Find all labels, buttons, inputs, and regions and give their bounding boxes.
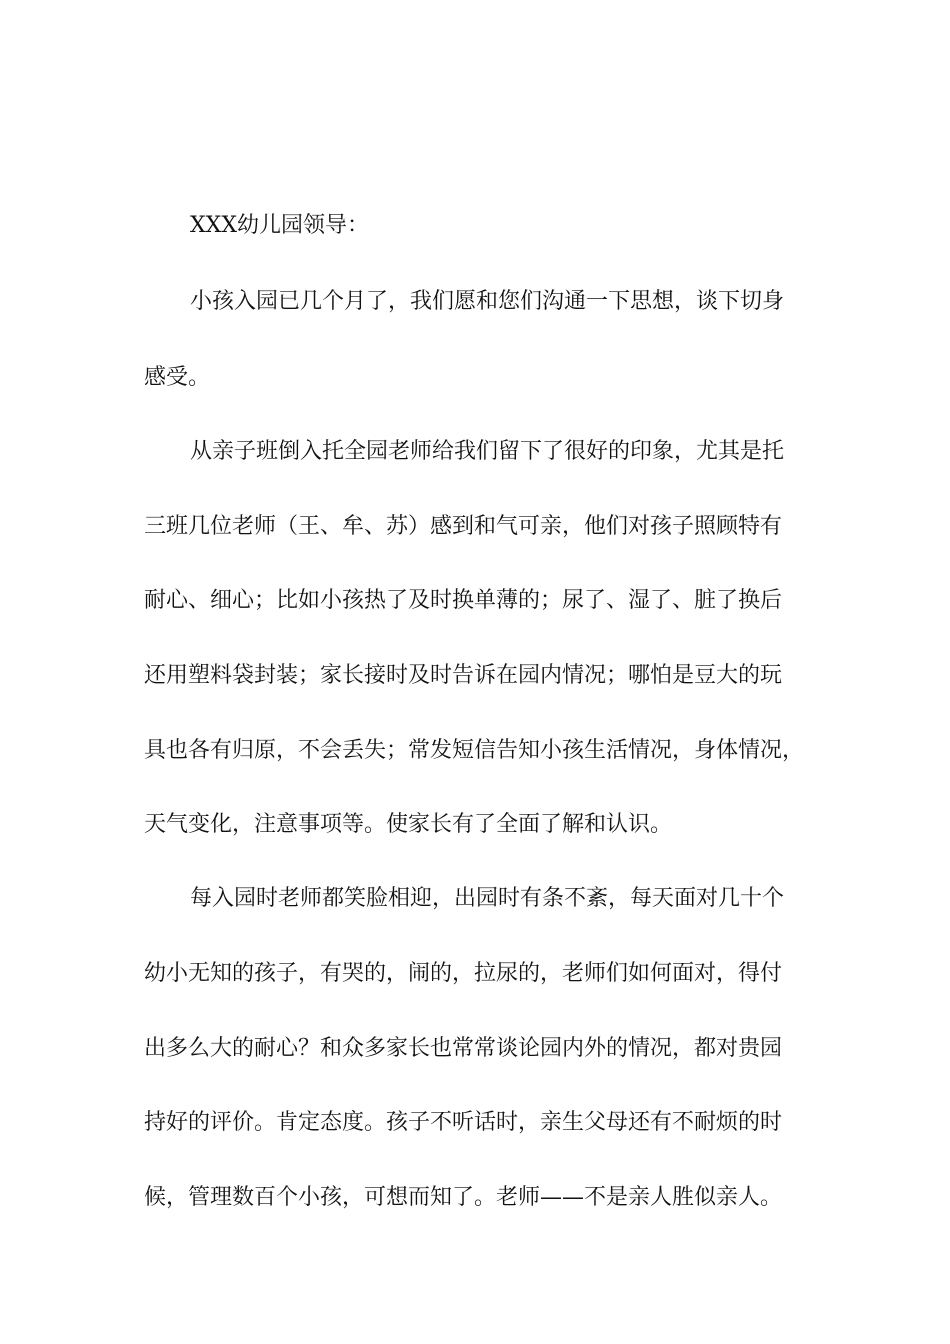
- paragraph-1-line-2: 感受。: [144, 365, 211, 390]
- paragraph-3-line-1: 每入园时老师都笑脸相迎，出园时有条不紊，每天面对几十个: [190, 886, 785, 911]
- paragraph-2-line-1: 从亲子班倒入托全园老师给我们留下了很好的印象，尤其是托: [190, 439, 785, 464]
- paragraph-2-line-2: 三班几位老师（王、牟、苏）感到和气可亲，他们对孩子照顾特有: [144, 514, 783, 539]
- paragraph-2-line-4: 还用塑料袋封装；家长接时及时告诉在园内情况；哪怕是豆大的玩: [144, 663, 783, 688]
- paragraph-3-line-5: 候，管理数百个小孩，可想而知了。老师——不是亲人胜似亲人。: [144, 1185, 783, 1210]
- paragraph-3-line-2: 幼小无知的孩子，有哭的，闹的，拉尿的，老师们如何面对，得付: [144, 961, 783, 986]
- paragraph-3-line-4: 持好的评价。肯定态度。孩子不听话时，亲生父母还有不耐烦的时: [144, 1110, 783, 1135]
- paragraph-1-line-1: 小孩入园已几个月了，我们愿和您们沟通一下思想，谈下切身: [190, 289, 785, 314]
- paragraph-3-line-3: 出多么大的耐心？和众多家长也常常谈论园内外的情况，都对贵园: [144, 1036, 783, 1061]
- paragraph-2-line-6: 天气变化，注意事项等。使家长有了全面了解和认识。: [144, 812, 673, 837]
- paragraph-2-line-5: 具也各有归原，不会丢失；常发短信告知小孩生活情况，身体情况，: [144, 738, 805, 763]
- letter-salutation: XXX幼儿园领导：: [190, 213, 369, 238]
- paragraph-2-line-3: 耐心、细心；比如小孩热了及时换单薄的；尿了、湿了、脏了换后: [144, 588, 783, 613]
